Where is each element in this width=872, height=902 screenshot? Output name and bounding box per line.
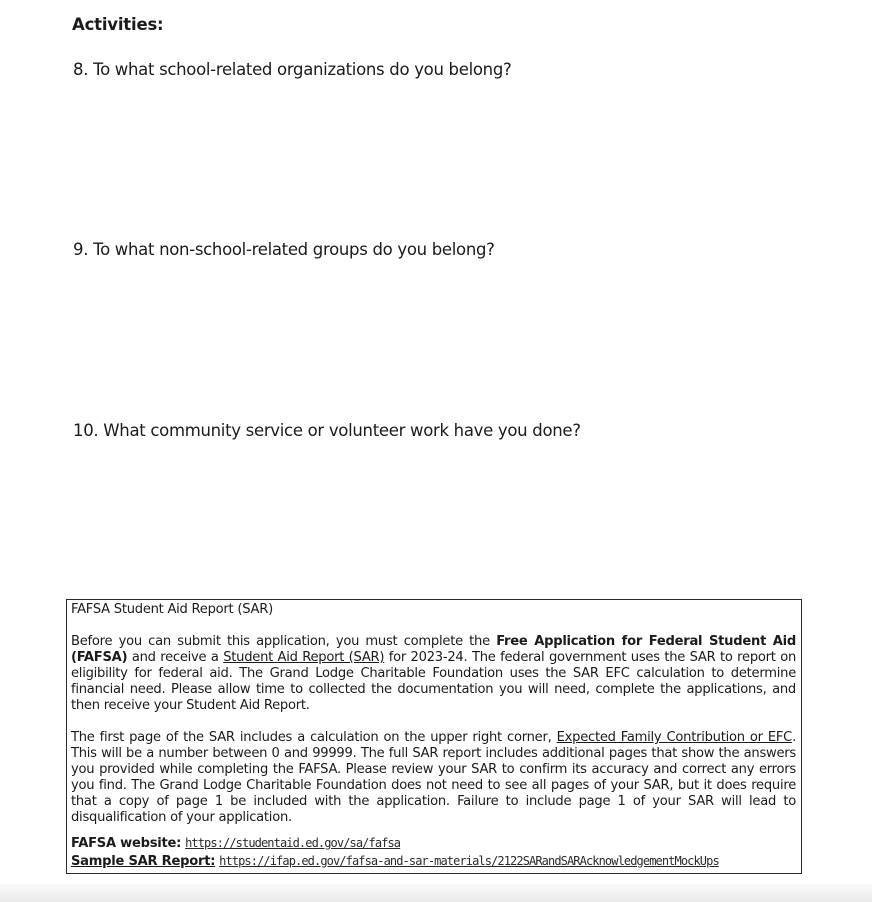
fafsa-full-name: Free Application for Federal Student Aid (FAFSA) [71,634,796,665]
para1-text-3: for 2023-24. The federal government uses the SAR to report on eligibility for federal aid. The Grand Lodge Charitable Foundation uses the SAR EFC calculation to determine financial need. Please allow time to collected the documentation you will need, complete the applications, and then receive your Student Aid Report. [71,650,797,713]
sar-paragraph-2 [71,730,796,826]
para2-text-2: . This will be a number between 0 and 99999. The full SAR report includes additional pages that show the answers you provided while completing the FAFSA. Please review your SAR to confirm its accuracy and correct any errors you find. The Grand Lodge Charitable Foundation does not need to see all pages of your SAR, but it does require that a copy of page 1 be included with the application. Failure to include page 1 of your SAR will lead to disqualification of your application. [71,730,796,825]
sample-sar-label: Sample SAR Report: [71,853,216,869]
para1-text-1: Before you can submit this application, you must complete the [71,634,497,649]
sar-links [71,835,796,870]
question-8: 8. To what school-related organizations do you belong? [73,60,512,79]
fafsa-website-row [71,835,796,853]
question-9: 9. To what non-school-related groups do you belong? [73,240,495,259]
fafsa-website-link[interactable]: https://studentaid.ed.gov/sa/fafsa [185,836,401,850]
sample-sar-row [71,853,796,871]
student-aid-report-term: Student Aid Report (SAR) [223,650,385,665]
section-heading: Activities: [72,15,164,34]
para2-text-1: The first page of the SAR includes a calculation on the upper right corner, [71,730,557,745]
fafsa-sar-info-box [66,599,802,874]
question-10: 10. What community service or volunteer work have you done? [73,421,581,440]
sar-box-title: FAFSA Student Aid Report (SAR) [71,602,273,617]
sample-sar-link[interactable]: https://ifap.ed.gov/fafsa-and-sar-materials/2122SARandSARAcknowledgementMockUps [219,853,719,868]
fafsa-website-label: FAFSA website: [71,836,182,851]
sar-paragraph-1 [71,634,796,714]
efc-term: Expected Family Contribution or EFC [556,730,793,745]
page-bottom-edge [0,884,872,902]
para1-text-2: and receive a [127,650,224,665]
